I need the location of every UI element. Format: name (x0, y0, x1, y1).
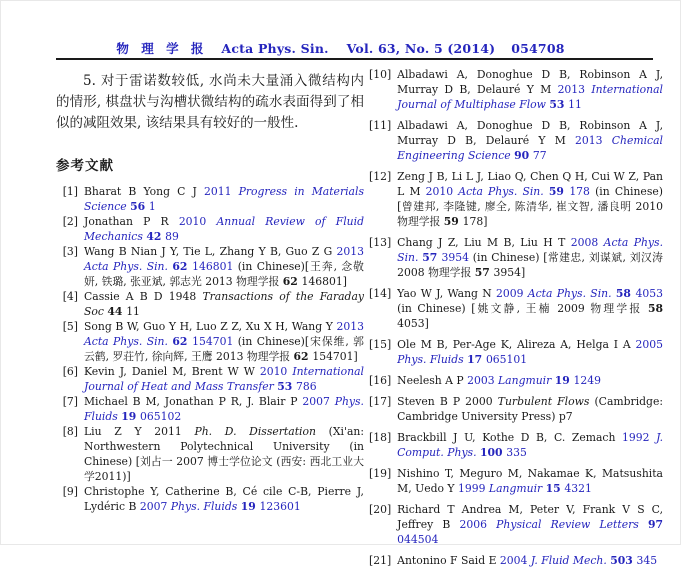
reference-text: Albadawi A, Donoghue D B, Robinson A J, Murray D B, Delauré Y M (397, 119, 663, 147)
reference-number: [16] (369, 374, 392, 387)
reference-link[interactable]: 786 (295, 380, 317, 393)
reference-link[interactable]: 2004 (499, 554, 531, 567)
reference-citation (84, 214, 364, 244)
reference-item (56, 484, 364, 514)
reference-link[interactable]: 53 (549, 98, 569, 111)
reference-text: (in Chinese)[宋保维, 郭云鹤, 罗荘竹, 徐向辉, 王鹰 2013 物理学报 (84, 335, 364, 363)
reference-text: Jonathan P R (84, 215, 179, 228)
reference-link[interactable]: 56 (130, 200, 149, 213)
reference-citation (84, 319, 364, 364)
reference-text: 57 (474, 266, 494, 279)
reference-citation (397, 430, 663, 460)
reference-text: Steven B P 2000 (397, 395, 498, 408)
reference-number: [12] (369, 170, 392, 183)
reference-citation (397, 394, 663, 424)
left-column (56, 67, 364, 514)
reference-number: [20] (369, 503, 392, 516)
reference-link[interactable]: 2010 (259, 365, 293, 378)
reference-text: Transactions of the Faraday Soc (84, 290, 364, 318)
reference-item (369, 373, 663, 388)
reference-text: Antonino F Said E (397, 554, 500, 567)
reference-item (56, 214, 364, 244)
reference-link[interactable]: Physical Review Letters (496, 518, 648, 531)
reference-text: Yao W J, Wang N (397, 287, 497, 300)
reference-item (56, 364, 364, 394)
reference-link[interactable]: 2010 (425, 185, 459, 198)
reference-citation (397, 67, 663, 112)
reference-link[interactable]: 2008 (570, 236, 604, 249)
reference-link[interactable]: 2006 (459, 518, 497, 531)
reference-citation (397, 286, 663, 331)
reference-text: Cassie A B D 1948 (84, 290, 203, 303)
reference-link[interactable]: Acta Phys. Sin. (458, 185, 549, 198)
reference-text: Christophe Y, Catherine B, Cé cile C-B, Pierre J, Lydéric B (84, 485, 364, 513)
reference-link[interactable]: 89 (165, 230, 179, 243)
reference-item (369, 466, 663, 496)
reference-text: Song B W, Guo Y H, Luo Z Z, Xu X H, Wang Y (84, 320, 337, 333)
reference-item (56, 394, 364, 424)
reference-link[interactable]: 1249 (573, 374, 602, 387)
reference-link[interactable]: 4321 (564, 482, 592, 495)
reference-item (369, 286, 663, 331)
reference-link[interactable]: 19 (121, 410, 141, 423)
reference-item (56, 244, 364, 289)
reference-link[interactable]: 335 (506, 446, 527, 459)
reference-link[interactable]: 19 (554, 374, 574, 387)
reference-link[interactable]: 100 (479, 446, 507, 459)
reference-number: [21] (369, 554, 392, 567)
reference-number: [3] (62, 245, 78, 258)
reference-text: Ph. D. Dissertation (194, 425, 329, 438)
reference-text: 154701] (312, 350, 358, 363)
reference-text: Bharat B Yong C J (84, 185, 204, 198)
reference-number: [2] (62, 215, 78, 228)
reference-item (369, 337, 663, 367)
reference-link[interactable]: 2010 (178, 215, 217, 228)
article-number: 054708 (511, 41, 565, 56)
reference-citation (397, 337, 663, 367)
reference-link[interactable]: Langmuir (488, 482, 546, 495)
reference-link[interactable]: 123601 (259, 500, 301, 513)
right-column (369, 67, 663, 574)
reference-text: (in Chinese)[王奔, 念敬妍, 铁璐, 张亚斌, 郭志光 2013 物理学报 (84, 260, 364, 288)
reference-link[interactable]: Phys. Fluids (170, 500, 241, 513)
reference-text: Nishino T, Meguro M, Nakamae K, Matsushita M, Uedo Y (397, 467, 663, 495)
reference-link[interactable]: Progress in Materials Science (84, 185, 364, 213)
reference-text: (in Chinese) [姚文静, 王楠 2009 物理学报 (397, 302, 648, 315)
reference-number: [7] (62, 395, 78, 408)
reference-link[interactable]: 2013 (336, 245, 364, 258)
reference-link[interactable]: 503 (610, 554, 637, 567)
reference-text: 146801] (301, 275, 347, 288)
reference-link[interactable]: 77 (532, 149, 547, 162)
reference-text: Kevin J, Daniel M, Brent W W (84, 365, 260, 378)
reference-link[interactable]: 178 (569, 185, 596, 198)
reference-citation (397, 169, 663, 229)
reference-citation (84, 364, 364, 394)
reference-link[interactable]: 62 (172, 260, 193, 273)
journal-issue: Vol. 63, No. 5 (2014) (346, 41, 496, 56)
reference-number: [19] (369, 467, 392, 480)
reference-link[interactable]: 2007 (302, 395, 335, 408)
reference-link[interactable]: J. Fluid Mech. (530, 554, 611, 567)
reference-text: 11 (126, 305, 140, 318)
reference-link[interactable]: Phys. Fluids (397, 353, 468, 366)
journal-title-en: Acta Phys. Sin. (221, 41, 329, 56)
reference-text: (in Chinese) [曾建邦, 李隆键, 廖全, 陈清华, 崔文智, 潘良明 2010 物理学报 (397, 185, 663, 228)
reference-number: [10] (369, 68, 392, 81)
reference-link[interactable]: 154701 (192, 335, 238, 348)
reference-text: Liu Z Y 2011 (84, 425, 195, 438)
reference-text: (Cambridge: Cambridge University Press) p7 (397, 395, 663, 423)
reference-citation (397, 235, 663, 280)
reference-link[interactable]: Acta Phys. Sin. (397, 236, 664, 264)
reference-link[interactable]: 17 (467, 353, 486, 366)
reference-link[interactable]: 2003 (467, 374, 499, 387)
reference-text: Turbulent Flows (497, 395, 595, 408)
reference-link[interactable]: J. Comput. Phys. (397, 431, 663, 459)
reference-citation (84, 244, 364, 289)
reference-text: 178] (462, 215, 488, 228)
reference-citation (84, 289, 364, 319)
reference-item (56, 289, 364, 319)
reference-number: [18] (369, 431, 392, 444)
reference-link[interactable]: 1999 (457, 482, 489, 495)
reference-link[interactable]: 146801 (192, 260, 238, 273)
reference-text: 44 (107, 305, 127, 318)
reference-citation (84, 184, 364, 214)
reference-link[interactable]: 42 (146, 230, 166, 243)
reference-link[interactable]: 58 (615, 287, 636, 300)
reference-text: Richard T Andrea M, Peter V, Frank V S C, Jeffrey B (397, 503, 663, 531)
reference-citation (84, 484, 364, 514)
reference-link[interactable]: 4053 (635, 287, 663, 300)
reference-link[interactable]: 2009 (496, 287, 528, 300)
reference-number: [13] (369, 236, 392, 249)
reference-link[interactable]: 065101 (485, 353, 528, 366)
reference-item (369, 430, 663, 460)
reference-link[interactable]: 2013 (575, 134, 612, 147)
reference-link[interactable]: 2005 (635, 338, 663, 351)
reference-link[interactable]: Langmuir (498, 374, 555, 387)
reference-citation (84, 424, 364, 484)
reference-link[interactable]: 59 (548, 185, 570, 198)
reference-item (56, 424, 364, 484)
references-list-left (56, 184, 364, 514)
reference-text: Wang B Nian J Y, Tie L, Zhang Y B, Guo Z G (84, 245, 337, 258)
reference-item (369, 553, 663, 568)
conclusion-paragraph: 5. 对于雷诺数较低, 水尚未大量涌入微结构内的情形, 棋盘状与沟槽状微结构的疏水表面得到了相似的减阻效果, 该结果具有较好的一般性. (56, 73, 364, 131)
reference-text: Michael B M, Jonathan P R, J. Blair P (84, 395, 303, 408)
reference-citation (397, 373, 663, 388)
reference-text: 3954] (493, 266, 526, 279)
reference-link[interactable]: 3954 (441, 251, 473, 264)
reference-link[interactable]: Acta Phys. Sin. (527, 287, 616, 300)
reference-link[interactable]: International Journal of Heat and Mass Transfer (84, 365, 364, 393)
reference-number: [15] (369, 338, 392, 351)
reference-item (369, 235, 663, 280)
reference-link[interactable]: 11 (568, 98, 582, 111)
reference-text: (Xi'an: Northwestern Polytechnical University (in Chinese) [刘占一 2007 博士学位论文 (西安: 西北工业大学2011)] (84, 425, 364, 483)
reference-link[interactable]: 90 (514, 149, 533, 162)
reference-text: 62 (293, 350, 313, 363)
reference-number: [1] (62, 185, 78, 198)
reference-text: Brackbill J U, Kothe D B, C. Zemach (397, 431, 622, 444)
reference-link[interactable]: 97 (647, 518, 663, 531)
reference-number: [9] (62, 485, 78, 498)
reference-text: Neelesh A P (397, 374, 468, 387)
reference-link[interactable]: 2013 (336, 320, 364, 333)
reference-link[interactable]: 62 (172, 335, 193, 348)
reference-text: Albadawi A, Donoghue D B, Robinson A J, Murray D B, Delauré Y M (397, 68, 663, 96)
reference-link[interactable]: 15 (545, 482, 565, 495)
reference-link[interactable]: 1992 (622, 431, 657, 444)
reference-link[interactable]: 19 (240, 500, 260, 513)
reference-number: [6] (62, 365, 78, 378)
reference-item (369, 502, 663, 547)
reference-item (369, 67, 663, 112)
reference-citation (397, 466, 663, 496)
reference-link[interactable]: Acta Phys. Sin. (84, 260, 173, 273)
reference-link[interactable]: 53 (277, 380, 296, 393)
reference-number: [17] (369, 395, 392, 408)
reference-link[interactable]: 2007 (139, 500, 171, 513)
reference-number: [5] (62, 320, 78, 333)
reference-link[interactable]: 1 (148, 200, 156, 213)
reference-number: [14] (369, 287, 392, 300)
reference-citation (397, 553, 663, 568)
reference-link[interactable]: 2011 (203, 185, 239, 198)
reference-link[interactable]: 2013 (557, 83, 592, 96)
reference-link[interactable]: Chemical Engineering Science (397, 134, 663, 162)
reference-number: [11] (369, 119, 392, 132)
reference-link[interactable]: 044504 (397, 533, 439, 546)
reference-text: 62 (282, 275, 302, 288)
reference-citation (84, 394, 364, 424)
page-header (1, 39, 680, 57)
reference-link[interactable]: Annual Review of Fluid Mechanics (84, 215, 364, 243)
reference-item (56, 319, 364, 364)
reference-text: (in Chinese) [常建忠, 刘谋斌, 刘汉涛 2008 物理学报 (397, 251, 663, 279)
journal-title-cn: 物 理 学 报 (116, 41, 208, 56)
reference-link[interactable]: Acta Phys. Sin. (84, 335, 173, 348)
references-list-right (369, 67, 663, 568)
reference-number: [8] (62, 425, 78, 438)
reference-item (56, 184, 364, 214)
reference-link[interactable]: Phys. Fluids (84, 395, 364, 423)
reference-text: Zeng J B, Li L J, Liao Q, Chen Q H, Cui W Z, Pan L M (397, 170, 663, 198)
reference-citation (397, 118, 663, 163)
reference-text: 58 (647, 302, 663, 315)
reference-link[interactable]: International Journal of Multiphase Flow (397, 83, 663, 111)
reference-item (369, 394, 663, 424)
reference-number: [4] (62, 290, 78, 303)
header-rule (56, 58, 653, 60)
reference-item (369, 118, 663, 163)
reference-text: Chang J Z, Liu M B, Liu H T (397, 236, 571, 249)
reference-item (369, 169, 663, 229)
reference-text: 59 (443, 215, 463, 228)
reference-link[interactable]: 065102 (140, 410, 182, 423)
reference-citation (397, 502, 663, 547)
reference-link[interactable]: 57 (422, 251, 442, 264)
references-heading: 参考文献 (56, 158, 114, 174)
reference-text: 4053] (397, 317, 429, 330)
reference-link[interactable]: 345 (636, 554, 658, 567)
reference-text: Ole M B, Per-Age K, Alireza A, Helga I A (397, 338, 636, 351)
